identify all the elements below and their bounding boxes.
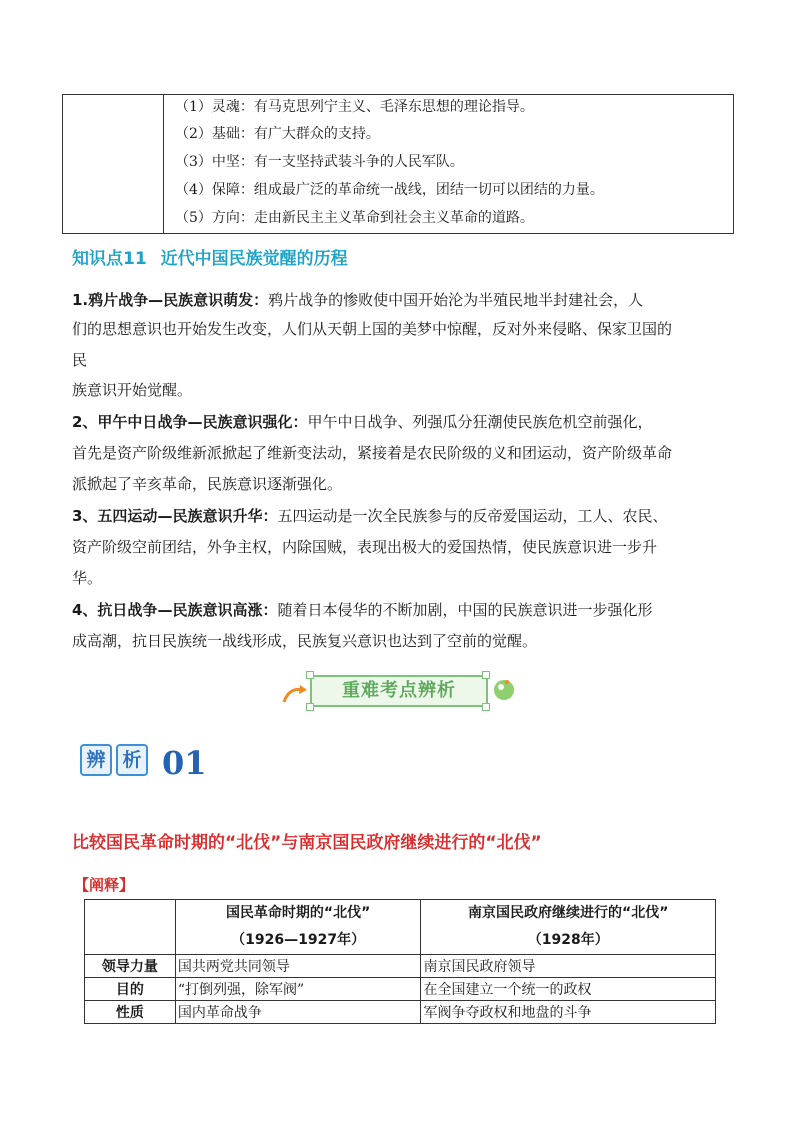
paragraph-line [72,412,652,432]
table-row [85,1001,716,1024]
row-label: 性质 [85,1001,176,1024]
explanation-label: 【阐释】 [74,876,135,894]
section-banner [282,668,518,716]
analysis-char: 辨 [80,744,112,776]
table-header-cell [175,900,421,955]
table-cell: 国内革命战争 [175,1001,421,1024]
paragraph-heading: 2、甲午中日战争—民族意识强化： [72,413,308,431]
arrow-swirl-icon [282,682,310,704]
principle-row: （4）保障：组成最广泛的革命统一战线，团结一切可以团结的力量。 [175,182,604,198]
principle-row: （3）中坚：有一支坚持武装斗争的人民军队。 [175,154,464,170]
table-row [85,955,716,978]
paragraph-text: 五四运动是一次全民族参与的反帝爱国运动，工人、农民、 [277,507,668,525]
table-cell: 军阀争夺政权和地盘的斗争 [421,1001,716,1024]
header-line: 国民革命时期的“北伐” [225,905,371,921]
table-cell: “打倒列强，除军阀” [175,978,421,1001]
banner-corner [482,671,490,679]
paragraph-line [72,506,667,526]
analysis-number: 01 [162,744,207,782]
banner-corner [482,703,490,711]
paragraph-line: 资产阶级空前团结，外争主权，内除国贼，表现出极大的爱国热情，使民族意识进一步升 [72,538,658,556]
principle-row: （2）基础：有广大群众的支持。 [175,126,380,142]
paragraph-line: 民 [72,351,88,369]
analysis-char: 析 [116,744,148,776]
paragraph-line: 华。 [72,569,103,587]
row-label: 领导力量 [85,955,176,978]
paragraph-heading: 4、抗日战争—民族意识高涨： [72,601,278,619]
header-line: 南京国民政府继续进行的“北伐” [468,905,669,921]
paragraph-text: 鸦片战争的惨败使中国开始沦为半殖民地半封建社会，人 [268,291,644,309]
table-cell: 国共两党共同领导 [175,955,421,978]
banner-corner [306,703,314,711]
paragraph-line [72,600,652,620]
knowledge-point-heading: 近代中国民族觉醒的历程 [160,249,348,269]
banner-title: 重难考点辨析 [310,675,488,707]
paragraph-heading: 1.鸦片战争—民族意识萌发： [72,291,269,309]
comparison-title: 比较国民革命时期的“北伐”与南京国民政府继续进行的“北伐” [72,833,542,853]
table-divider [163,95,164,233]
table-row [85,978,716,1001]
header-line: （1926—1927年） [231,932,366,948]
leaf-circle-icon [492,678,516,702]
comparison-table [84,899,716,1024]
analysis-label [80,744,148,776]
table-cell: 在全国建立一个统一的政权 [421,978,716,1001]
knowledge-point-title [72,244,348,269]
paragraph-line: 族意识开始觉醒。 [72,381,193,399]
paragraph-line: 首先是资产阶级维新派掀起了维新变法动，紧接着是农民阶级的义和团运动，资产阶级革命 [72,444,673,462]
principle-row: （5）方向：走由新民主主义革命到社会主义革命的道路。 [175,210,534,226]
paragraph-text: 甲午中日战争、列强瓜分狂潮使民族危机空前强化， [307,413,653,431]
table-header-cell [421,900,716,955]
principle-row: （1）灵魂：有马克思列宁主义、毛泽东思想的理论指导。 [175,99,534,115]
table-header-row [85,900,716,955]
paragraph-line: 们的思想意识也开始发生改变，人们从天朝上国的美梦中惊醒，反对外来侵略、保家卫国的 [72,320,673,338]
header-line: （1928年） [527,932,609,948]
row-label: 目的 [85,978,176,1001]
paragraph-line [72,290,643,310]
principles-table [62,94,734,234]
paragraph-line: 派掀起了辛亥革命，民族意识逐渐强化。 [72,475,343,493]
paragraph-text: 随着日本侵华的不断加剧，中国的民族意识进一步强化形 [277,601,653,619]
paragraph-line: 成高潮，抗日民族统一战线形成，民族复兴意识也达到了空前的觉醒。 [72,632,538,650]
paragraph-heading: 3、五四运动—民族意识升华： [72,507,278,525]
knowledge-point-number: 知识点11 [72,249,147,269]
table-cell: 南京国民政府领导 [421,955,716,978]
table-corner-cell [85,900,176,955]
banner-corner [306,671,314,679]
